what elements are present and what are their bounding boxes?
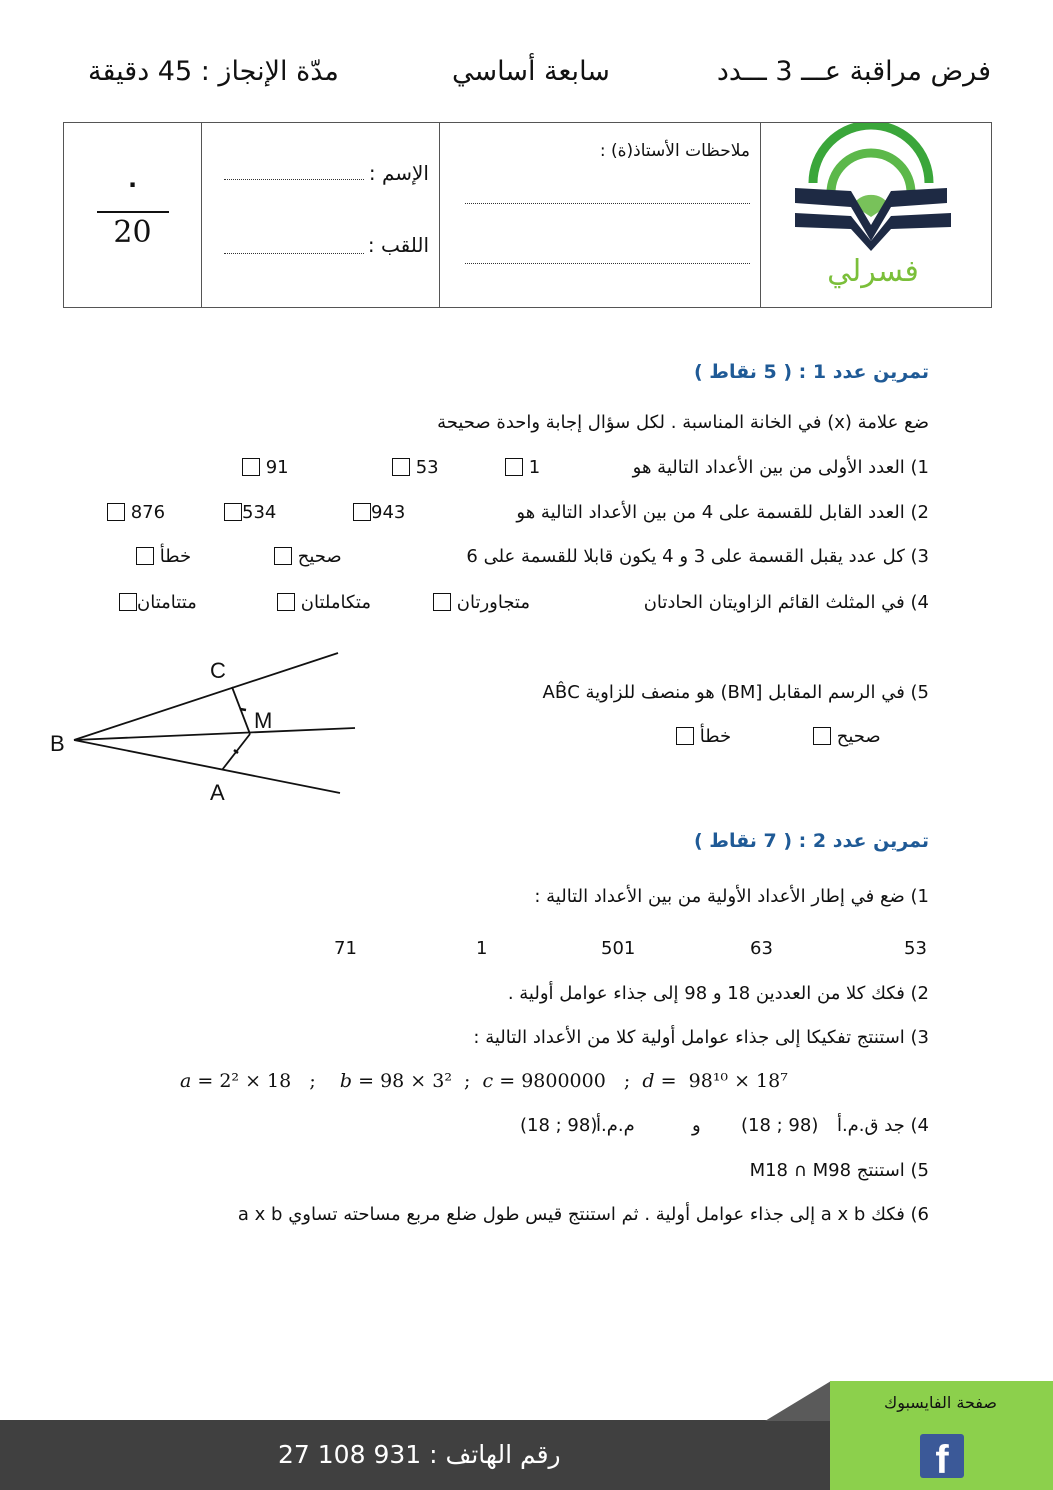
exam-title: فرض مراقبة عـــ 3 ـــدد [716,56,991,87]
ex2-q4-pair1: (18 ; 98) [741,1115,819,1136]
checkbox[interactable] [505,458,523,476]
expr-d: 98¹⁰ × 18⁷ [688,1070,788,1092]
score-value[interactable]: . [127,165,138,193]
fasarli-logo-icon [761,123,994,309]
ex2-q6-text: 6) فكك a x b إلى جذاء عوامل أولية . ثم استنتج قيس طول ضلع مربع مساحته تساوي a x b [237,1204,929,1225]
ex2-q5-text: 5) استنتج M18 ∩ M98 [749,1160,929,1181]
checkbox[interactable] [136,547,154,565]
ex1-q1-option-1[interactable]: 1 [505,457,540,478]
ex1-q1-text: 1) العدد الأولى من بين الأعداد التالية هو [632,457,929,478]
ex1-q4-option-adjacent[interactable]: متجاورتان [433,592,530,613]
notes-line-1[interactable] [465,203,750,204]
name-label: الإسم : [368,161,429,185]
svg-text:A: A [210,780,225,805]
teacher-notes-label: ملاحظات الأستاذ(ة) : [599,141,750,161]
ex1-q3-option-false[interactable]: خطأ [136,546,191,567]
ex1-q5-option-true[interactable]: صحيح [813,726,881,747]
exercise1-title: تمرين عدد 1 : ( 5 نقاط ) [693,361,929,383]
ex2-number-71[interactable]: 71 [334,938,357,959]
svg-text:B: B [50,731,65,756]
checkbox[interactable] [813,727,831,745]
checkbox[interactable] [353,503,371,521]
ex1-q5-text: 5) في الرسم المقابل [BM) هو منصف للزاوية AB̂C [542,682,929,703]
checkbox[interactable] [433,593,451,611]
phone-number: رقم الهاتف : 931 108 27 [278,1440,561,1469]
checkbox[interactable] [242,458,260,476]
footer-corner [765,1381,831,1421]
expr-b: 98 × 3² [380,1070,452,1092]
score-cell [64,123,201,307]
checkbox[interactable] [676,727,694,745]
checkbox[interactable] [119,593,137,611]
ex2-number-1[interactable]: 1 [476,938,488,959]
fraction-bar [97,211,169,213]
expr-c: 9800000 [521,1070,606,1092]
ex2-q1-text: 1) ضع في إطار الأعداد الأولية من بين الأعداد التالية : [534,886,929,907]
exam-duration: مدّة الإنجاز : 45 دقيقة [88,56,339,87]
ex1-q1-option-91[interactable]: 91 [242,457,289,478]
grade-level: سابعة أساسي [452,56,610,87]
ex2-q3-expressions: a = 2² × 18 ; b = 98 × 3² ; c = 9800000 ; d = 98¹⁰ × 18⁷ [180,1070,788,1092]
checkbox[interactable] [277,593,295,611]
ex1-q2-option-534[interactable]: 534 [224,502,276,523]
exercise1-instruction: ضع علامة (x) في الخانة المناسبة . لكل سؤال إجابة واحدة صحيحة [437,412,929,433]
teacher-notes-cell [439,123,760,307]
ex2-number-501[interactable]: 501 [601,938,636,959]
notes-line-2[interactable] [465,263,750,264]
ex1-q2-text: 2) العدد القابل للقسمة على 4 من بين الأعداد التالية هو [516,502,929,523]
ex1-q1-option-53[interactable]: 53 [392,457,439,478]
facebook-label: صفحة الفايسبوك [884,1393,997,1412]
svg-text:M: M [254,708,273,733]
ex2-number-53[interactable]: 53 [904,938,927,959]
ex1-q4-option-complementary[interactable]: متتامتان [119,592,197,613]
ex2-number-63[interactable]: 63 [750,938,773,959]
ex1-q3-option-true[interactable]: صحيح [274,546,342,567]
ex2-q4-and: و [692,1115,701,1136]
facebook-icon[interactable]: f [920,1434,964,1478]
surname-label: اللقب : [367,233,429,257]
angle-bisector-figure [40,640,370,810]
name-field[interactable] [224,179,364,180]
ex2-q4-mid: م.م.أ [596,1115,635,1136]
checkbox[interactable] [224,503,242,521]
student-name-cell [201,123,439,307]
ex1-q4-option-supplementary[interactable]: متكاملتان [277,592,371,613]
expr-a: 2² × 18 [219,1070,292,1092]
exercise2-title: تمرين عدد 2 : ( 7 نقاط ) [693,830,929,852]
checkbox[interactable] [274,547,292,565]
svg-text:فسرلي: فسرلي [827,254,919,289]
checkbox[interactable] [107,503,125,521]
surname-field[interactable] [224,253,364,254]
ex2-q3-text: 3) استنتج تفكيكا إلى جذاء عوامل أولية كلا من الأعداد التالية : [473,1027,929,1048]
ex2-q4-prefix: 4) جد ق.م.أ [836,1115,929,1136]
score-total: 20 [113,215,152,250]
svg-text:C: C [210,658,226,683]
ex1-q5-option-false[interactable]: خطأ [676,726,731,747]
ex1-q4-text: 4) في المثلث القائم الزاويتان الحادتان [643,592,929,613]
checkbox[interactable] [392,458,410,476]
student-info-table [63,122,992,308]
ex1-q3-text: 3) كل عدد يقبل القسمة على 3 و 4 يكون قابلا للقسمة على 6 [466,546,929,567]
ex1-q2-option-943[interactable]: 943 [353,502,405,523]
logo-cell [760,123,993,307]
ex2-q4-pair2: (18 ; 98) [520,1115,598,1136]
ex2-q2-text: 2) فكك كلا من العددين 18 و 98 إلى جذاء عوامل أولية . [507,983,929,1004]
ex1-q2-option-876[interactable]: 876 [107,502,165,523]
